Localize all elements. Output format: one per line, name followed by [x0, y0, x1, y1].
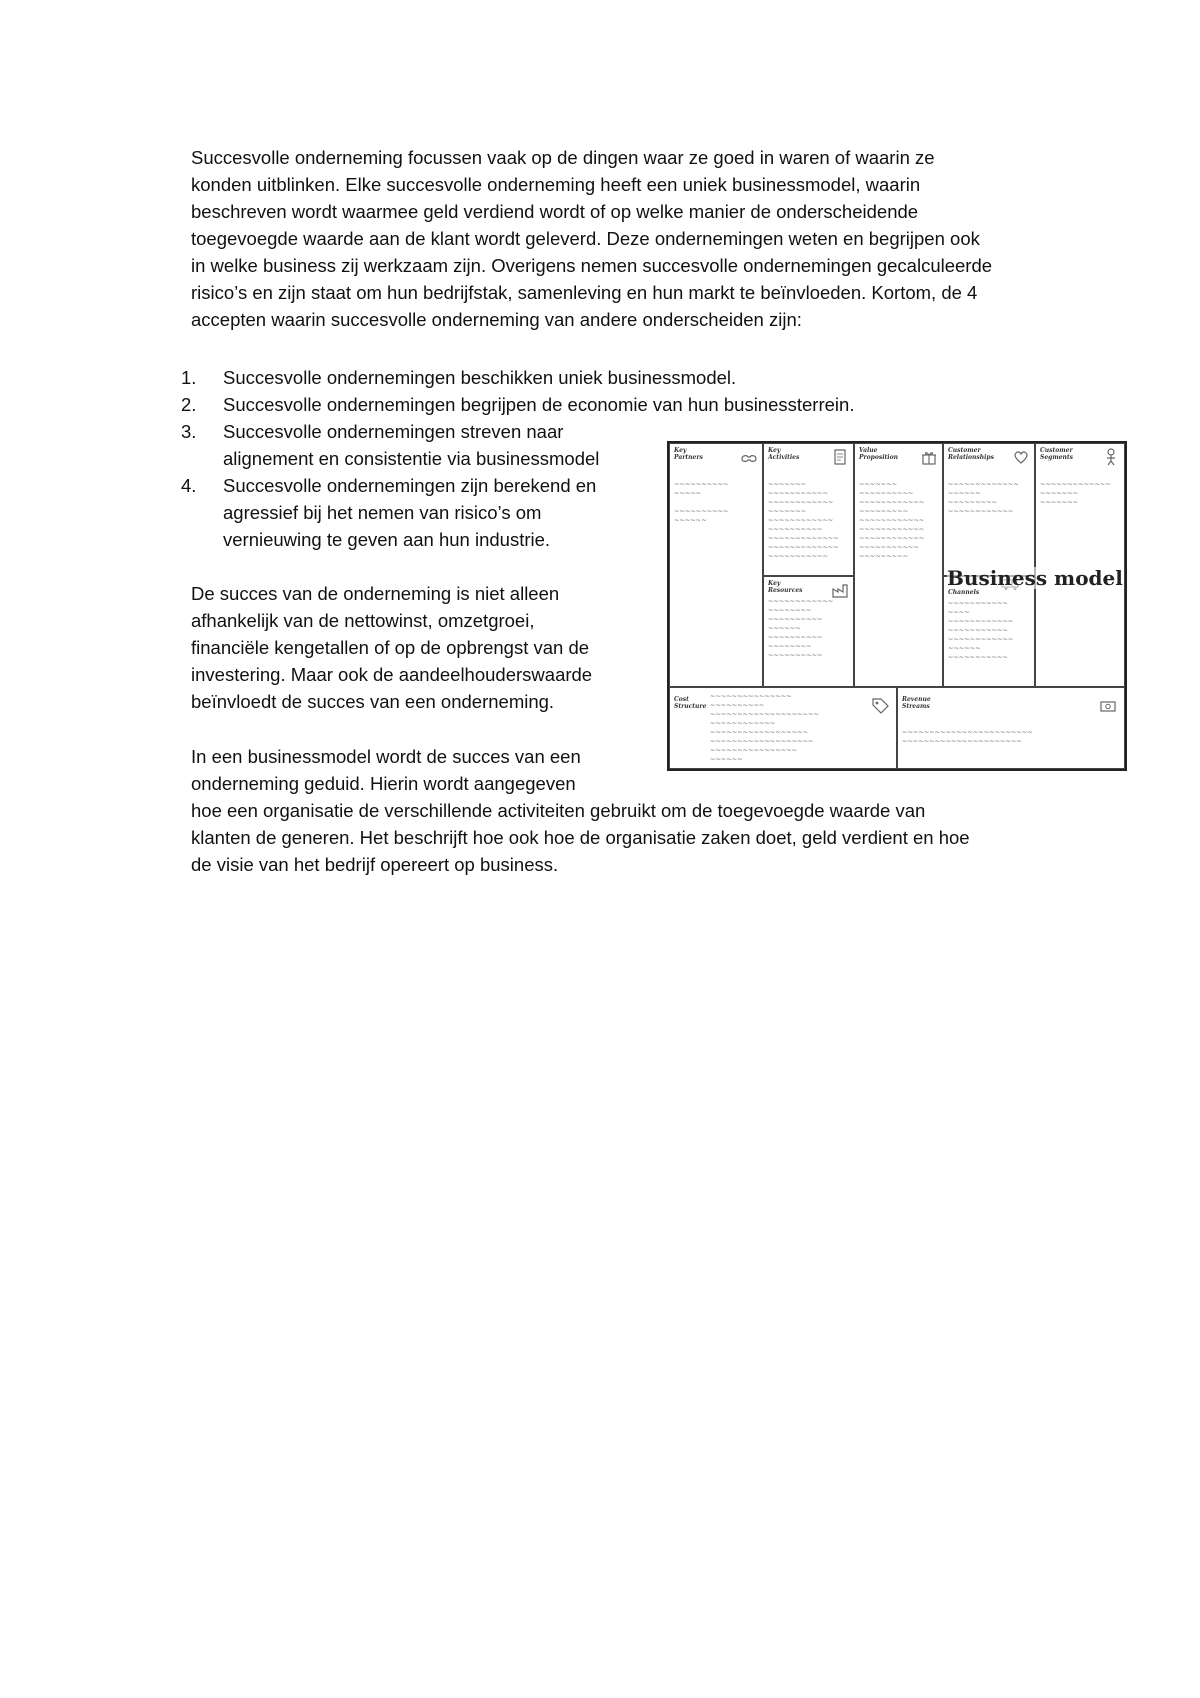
- list-item-line: Succesvolle ondernemingen zijn berekend en: [223, 475, 597, 496]
- canvas-key-partners: [669, 443, 763, 687]
- canvas-customer-relationships: [943, 443, 1035, 576]
- canvas-cell-title: Key Activities: [768, 447, 800, 461]
- paragraph-line: beïnvloedt de succes van een onderneming.: [191, 691, 555, 712]
- canvas-value-proposition: [854, 443, 943, 687]
- intro-line: konden uitblinken. Elke succesvolle onderneming heeft een uniek businessmodel, waarin: [191, 174, 921, 195]
- canvas-cell-notes: ~~~~~~~~~~~ ~~~~ ~~~~~~~~~~~~ ~~~~~~~~~~~ ~~~~~~~~~~~~ ~~~~~~ ~~~~~~~~~~~: [948, 599, 1014, 661]
- gift-icon: [919, 447, 939, 467]
- canvas-cell-notes: ~~~~~~~~~~~~~~~~~~~~~~~~ ~~~~~~~~~~~~~~~~~~~~~~: [902, 728, 1033, 745]
- money-icon: [1098, 696, 1118, 716]
- paragraph-line: In een businessmodel wordt de succes van een: [191, 746, 581, 767]
- canvas-key-resources: [763, 576, 854, 687]
- list-number: 3.: [181, 421, 197, 442]
- canvas-cell-title: Customer Relationships: [948, 447, 994, 461]
- paragraph-line: onderneming geduid. Hierin wordt aangegeven: [191, 773, 576, 794]
- canvas-key-activities: [763, 443, 854, 576]
- canvas-cell-title: Channels: [948, 589, 980, 596]
- intro-line: Succesvolle onderneming focussen vaak op de dingen waar ze goed in waren of waarin ze: [191, 147, 935, 168]
- paragraph-line: hoe een organisatie de verschillende activiteiten gebruikt om de toegevoegde waarde van: [191, 800, 926, 821]
- canvas-revenue-streams: [897, 687, 1125, 769]
- list-number: 4.: [181, 475, 197, 496]
- intro-line: toegevoegde waarde aan de klant wordt geleverd. Deze ondernemingen weten en begrijpen ook: [191, 228, 980, 249]
- canvas-cell-title: Key Partners: [674, 447, 703, 461]
- canvas-cost-structure: [669, 687, 897, 769]
- list-item-line: Succesvolle ondernemingen streven naar: [223, 421, 564, 442]
- canvas-cell-title: Value Proposition: [859, 447, 898, 461]
- intro-paragraph: [191, 144, 992, 333]
- canvas-cell-notes: ~~~~~~~~~~~~~~~ ~~~~~~~~~~ ~~~~~~~~~~~~~~~~~~~~ ~~~~~~~~~~~~ ~~~~~~~~~~~~~~~~~~ ~~~~~~~~~~~~~~~~~~~ ~~~~~~~~~~~~~~~~ ~~~~~~: [710, 692, 819, 763]
- link-icon: [739, 447, 759, 467]
- canvas-cell-notes: ~~~~~~~~~~~~~ ~~~~~~ ~~~~~~~~~ ~~~~~~~~~~~~: [948, 480, 1019, 515]
- canvas-cell-notes: ~~~~~~~~~~~~~ ~~~~~~~ ~~~~~~~: [1040, 480, 1111, 506]
- paragraph-line: klanten de generen. Het beschrijft hoe ook hoe de organisatie zaken doet, geld verdient en hoe: [191, 827, 970, 848]
- canvas-cell-notes: ~~~~~~~ ~~~~~~~~~~~ ~~~~~~~~~~~~ ~~~~~~~ ~~~~~~~~~~~~ ~~~~~~~~~~ ~~~~~~~~~~~~~ ~~~~~~~~~~~~~ ~~~~~~~~~~~: [768, 480, 839, 560]
- business-model-canvas-image: [667, 441, 1127, 771]
- success-paragraph: [191, 580, 592, 715]
- canvas-cell-title: Key Resources: [768, 580, 803, 594]
- intro-line: risico’s en zijn staat om hun bedrijfstak, samenleving en hun markt te beïnvloeden. Kortom, de 4: [191, 282, 978, 303]
- business-model-label: Business model: [947, 566, 1123, 590]
- list-item-line: Succesvolle ondernemingen beschikken uniek businessmodel.: [223, 367, 737, 388]
- person-icon: [1101, 447, 1121, 467]
- list-item-line: alignement en consistentie via businessmodel: [223, 448, 600, 469]
- canvas-cell-title: Customer Segments: [1040, 447, 1074, 461]
- paragraph-line: investering. Maar ook de aandeelhouderswaarde: [191, 664, 593, 685]
- tag-icon: [870, 696, 890, 716]
- canvas-customer-segments: [1035, 443, 1125, 687]
- heart-icon: [1011, 447, 1031, 467]
- list-item-line: vernieuwing te geven aan hun industrie.: [223, 529, 551, 550]
- canvas-cell-title: Cost Structure: [674, 696, 707, 710]
- list-number: 2.: [181, 394, 197, 415]
- list-item: [181, 391, 854, 418]
- canvas-cell-title: Revenue Streams: [902, 696, 931, 710]
- canvas-cell-notes: ~~~~~~~ ~~~~~~~~~~ ~~~~~~~~~~~~ ~~~~~~~~~ ~~~~~~~~~~~~ ~~~~~~~~~~~~ ~~~~~~~~~~~~ ~~~~~~~~~~~ ~~~~~~~~~: [859, 480, 925, 560]
- canvas-cell-notes: ~~~~~~~~~~~~ ~~~~~~~~ ~~~~~~~~~~ ~~~~~~ ~~~~~~~~~~ ~~~~~~~~ ~~~~~~~~~~: [768, 597, 834, 659]
- checklist-icon: [830, 447, 850, 467]
- paragraph-line: De succes van de onderneming is niet alleen: [191, 583, 560, 604]
- canvas-cell-notes: ~~~~~~~~~~ ~~~~~ ~~~~~~~~~~ ~~~~~~: [674, 480, 729, 524]
- paragraph-line: afhankelijk van de nettowinst, omzetgroei,: [191, 610, 535, 631]
- list-item: [181, 364, 854, 391]
- list-number: 1.: [181, 367, 197, 388]
- paragraph-line: de visie van het bedrijf opereert op business.: [191, 854, 559, 875]
- paragraph-line: financiële kengetallen of op de opbrengst van de: [191, 637, 590, 658]
- list-item-line: agressief bij het nemen van risico’s om: [223, 502, 542, 523]
- intro-line: beschreven wordt waarmee geld verdiend wordt of op welke manier de onderscheidende: [191, 201, 919, 222]
- intro-line: accepten waarin succesvolle onderneming van andere onderscheiden zijn:: [191, 309, 802, 330]
- intro-line: in welke business zij werkzaam zijn. Overigens nemen succesvolle ondernemingen gecalculeerde: [191, 255, 993, 276]
- list-item-line: Succesvolle ondernemingen begrijpen de economie van hun businessterrein.: [223, 394, 855, 415]
- canvas-channels: [943, 576, 1035, 687]
